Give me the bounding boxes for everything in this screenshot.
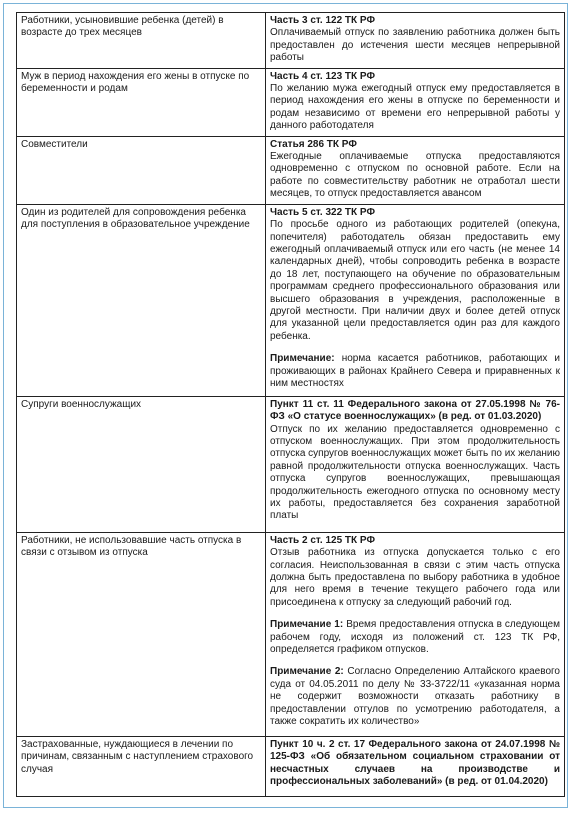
note-label: Примечание 1:: [270, 619, 344, 631]
note-1: [270, 619, 560, 656]
table-row: [17, 136, 565, 204]
rule-text: Отзыв работника из отпуска допускается только с его согласия. Неиспользованная в связи с этим часть отпуска должна быть предоставлена по выбору работника в удобное для него время в течение текущего рабочего года или присоединена к отпуску за следующий рабочий год.: [270, 547, 560, 608]
note: [270, 353, 560, 390]
note-label: Примечание:: [270, 353, 335, 365]
reference-cell: [266, 396, 565, 532]
paragraph-gap: [270, 609, 560, 619]
table-row: [17, 68, 565, 136]
law-reference: Пункт 10 ч. 2 ст. 17 Федерального закона от 24.07.1998 № 125-ФЗ «Об обязательном социальном страховании от несчастных случаев на производстве и профессиональных заболеваний» (в ред. от 01.04.2020): [270, 738, 560, 787]
category-cell: Совместители: [17, 136, 266, 204]
reference-cell: [266, 532, 565, 736]
reference-cell: [266, 736, 565, 796]
law-reference: Статья 286 ТК РФ: [270, 138, 357, 150]
document-frame: [3, 3, 568, 808]
reference-cell: [266, 204, 565, 396]
table-row: [17, 396, 565, 532]
note-text: Согласно Определению Алтайского краевого суда от 04.05.2011 по делу № 33-3722/11 «указанная норма не содержит возможности отказать работнику в предоставлении отгулов по усмотрению работодателя, а также сократить их количество»: [270, 666, 560, 727]
rule-text: Ежегодные оплачиваемые отпуска предоставляются одновременно с отпуском по основной работе. Если на работе по совместительству работник не отработал шести месяцев, то отпуск предоставляется авансом: [270, 151, 560, 200]
rule-text: По желанию мужа ежегодный отпуск ему предоставляется в период нахождения его жены в отпуске по беременности и родам независимо от времени его непрерывной работы у данного работодателя: [270, 83, 560, 132]
reference-cell: [266, 13, 565, 69]
law-reference: Часть 5 ст. 322 ТК РФ: [270, 206, 375, 218]
category-cell: Застрахованные, нуждающиеся в лечении по причинам, связанным с наступлением страхового случая: [17, 736, 266, 796]
rule-text: Отпуск по их желанию предоставляется одновременно с отпуском военнослужащих. При этом продолжительность отпуска супругов военнослужащих может быть по их желанию равной продолжительности отпуска военнослужащих. Часть отпуска супругов военнослужащих, превышающая продолжительность ежегодного отпуска по основному месту их работы, предоставляется без сохранения заработной платы: [270, 423, 560, 522]
vacation-rules-table: [16, 12, 565, 797]
category-cell: Муж в период нахождения его жены в отпуске по беременности и родам: [17, 68, 266, 136]
category-cell: Один из родителей для сопровождения ребенка для поступления в образовательное учреждение: [17, 204, 266, 396]
category-cell: Работники, усыновившие ребенка (детей) в возрасте до трех месяцев: [17, 13, 266, 69]
paragraph-gap: [270, 656, 560, 666]
table-row: [17, 13, 565, 69]
category-cell: Супруги военнослужащих: [17, 396, 266, 532]
law-reference: Пункт 11 ст. 11 Федерального закона от 27.05.1998 № 76-ФЗ «О статусе военнослужащих» (в ред. от 01.03.2020): [270, 398, 560, 423]
table-row: [17, 532, 565, 736]
paragraph-gap: [270, 343, 560, 353]
note-text: Время предоставления отпуска в следующем рабочем году, исходя из положений ст. 123 ТК РФ, определяется графиком отпусков.: [270, 619, 560, 655]
law-reference: Часть 3 ст. 122 ТК РФ: [270, 15, 375, 26]
category-cell: Работники, не использовавшие часть отпуска в связи с отзывом из отпуска: [17, 532, 266, 736]
note-text: норма касается работников, работающих и проживающих в районах Крайнего Севера и приравненных к ним местностях: [270, 353, 561, 389]
note-2: [270, 666, 560, 728]
note-label: Примечание 2:: [270, 666, 344, 678]
law-reference: Часть 4 ст. 123 ТК РФ: [270, 70, 375, 82]
table-row: [17, 204, 565, 396]
table-row: [17, 736, 565, 796]
reference-cell: [266, 68, 565, 136]
reference-cell: [266, 136, 565, 204]
law-reference: Часть 2 ст. 125 ТК РФ: [270, 534, 375, 546]
rule-text: По просьбе одного из работающих родителей (опекуна, попечителя) работодатель обязан предоставить ему ежегодный оплачиваемый отпуск или его часть (не менее 14 календарных дней), чтобы сопроводить ребенка в возрасте до 18 лет, поступающего на обучение по образовательным программам среднего профессионального образования или высшего образования в учреждения, расположенные в другой местности. При наличии двух и более детей отпуск для указанной цели предоставляется один раз для каждого ребенка.: [270, 219, 560, 342]
rule-text: Оплачиваемый отпуск по заявлению работника должен быть предоставлен до истечения шести месяцев непрерывной работы: [270, 27, 560, 64]
